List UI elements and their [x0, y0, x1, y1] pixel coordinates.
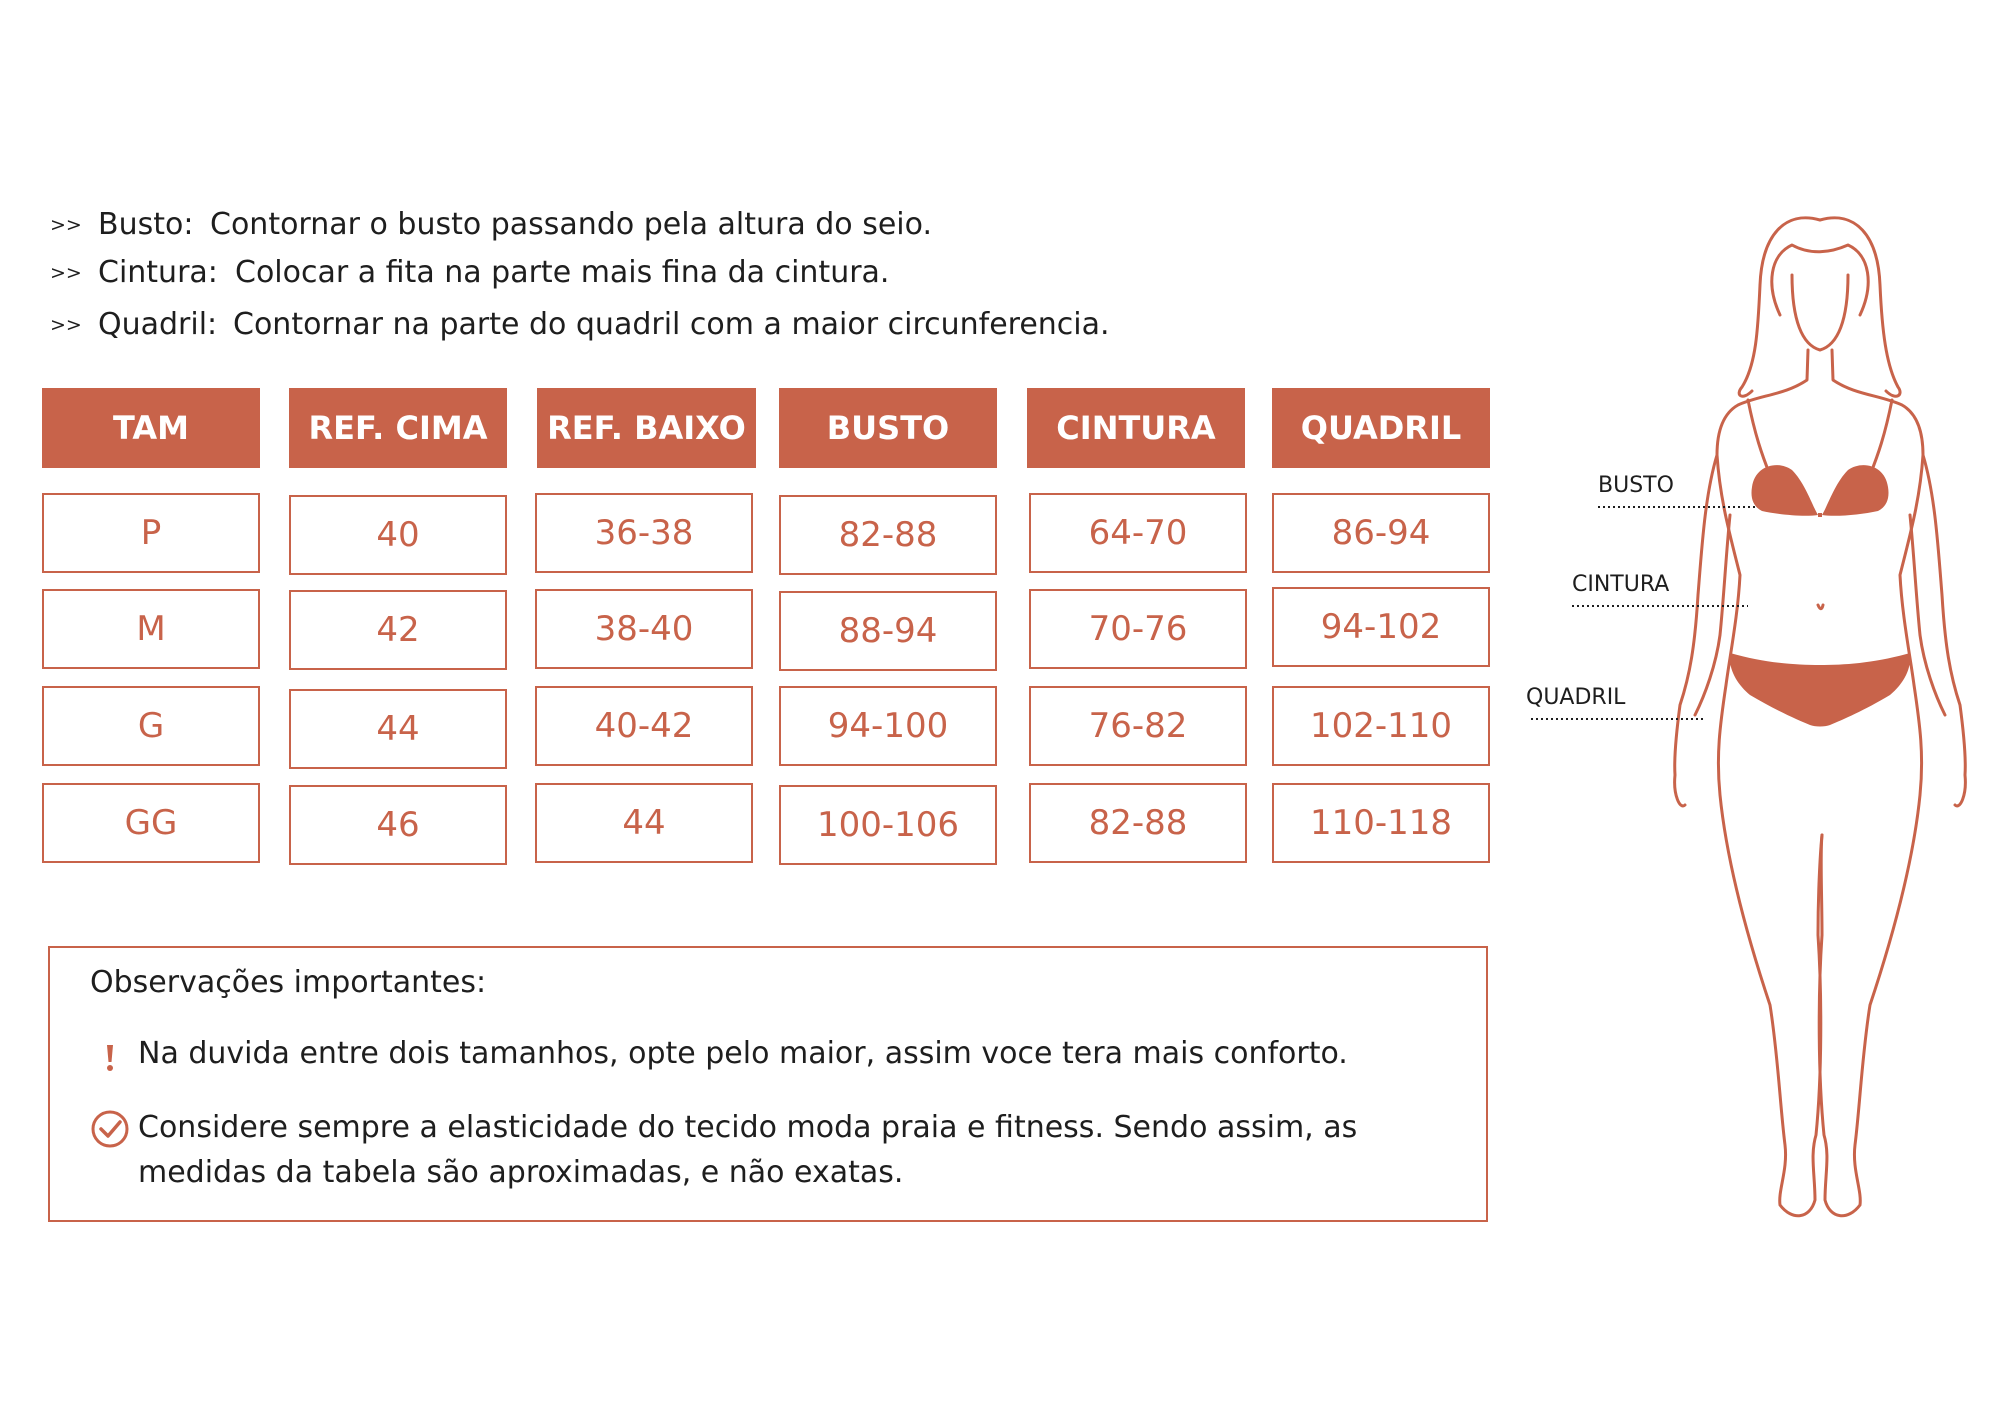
arrow-bullet: >>	[50, 314, 82, 336]
cell-quadril: 94-102	[1272, 587, 1490, 667]
cell-ref-baixo: 44	[535, 783, 753, 863]
cell-cintura: 82-88	[1029, 783, 1247, 863]
cell-ref-cima: 44	[289, 689, 507, 769]
instruction-text: Contornar na parte do quadril com a maior circunferencia.	[233, 307, 1110, 342]
body-figure	[1526, 215, 2000, 1240]
cell-ref-cima: 40	[289, 495, 507, 575]
bust-label: BUSTO	[1598, 473, 1674, 498]
cell-cintura: 76-82	[1029, 686, 1247, 766]
arrow-bullet: >>	[50, 262, 82, 284]
cell-ref-cima: 46	[289, 785, 507, 865]
cell-size: GG	[42, 783, 260, 863]
header-ref-baixo: REF. BAIXO	[537, 388, 756, 468]
cell-cintura: 70-76	[1029, 589, 1247, 669]
cell-ref-baixo: 38-40	[535, 589, 753, 669]
note-text: Considere sempre a elasticidade do tecido moda praia e fitness. Sendo assim, as medidas da tabela são aproximadas, e não exatas.	[138, 1110, 1358, 1190]
instruction-label: Busto:	[98, 207, 194, 242]
cell-ref-baixo: 40-42	[535, 686, 753, 766]
cell-size: M	[42, 589, 260, 669]
cell-ref-baixo: 36-38	[535, 493, 753, 573]
cell-quadril: 110-118	[1272, 783, 1490, 863]
hip-label: QUADRIL	[1526, 685, 1626, 710]
header-tam: TAM	[42, 388, 260, 468]
header-ref-cima: REF. CIMA	[289, 388, 507, 468]
cell-size: P	[42, 493, 260, 573]
cell-quadril: 86-94	[1272, 493, 1490, 573]
instruction-label: Cintura:	[98, 255, 218, 290]
instruction-text: Colocar a fita na parte mais fina da cintura.	[235, 255, 890, 290]
cell-ref-cima: 42	[289, 590, 507, 670]
important-notes	[48, 946, 1488, 1222]
header-busto: BUSTO	[779, 388, 997, 468]
arrow-bullet: >>	[50, 214, 82, 236]
cell-busto: 100-106	[779, 785, 997, 865]
waist-label: CINTURA	[1572, 572, 1670, 597]
cell-cintura: 64-70	[1029, 493, 1247, 573]
cell-quadril: 102-110	[1272, 686, 1490, 766]
note-text: Na duvida entre dois tamanhos, opte pelo maior, assim voce tera mais conforto.	[138, 1036, 1348, 1071]
cell-busto: 82-88	[779, 495, 997, 575]
exclamation-icon	[90, 1035, 130, 1075]
header-quadril: QUADRIL	[1272, 388, 1490, 468]
notes-title: Observações importantes:	[90, 965, 487, 1000]
check-circle-icon	[90, 1109, 130, 1149]
cell-size: G	[42, 686, 260, 766]
body-silhouette-icon	[1530, 215, 2000, 1240]
note-item	[90, 1105, 1470, 1195]
header-cintura: CINTURA	[1027, 388, 1245, 468]
instruction-label: Quadril:	[98, 307, 218, 342]
note-item	[90, 1031, 1470, 1076]
cell-busto: 94-100	[779, 686, 997, 766]
instruction-text: Contornar o busto passando pela altura do seio.	[210, 207, 932, 242]
cell-busto: 88-94	[779, 591, 997, 671]
